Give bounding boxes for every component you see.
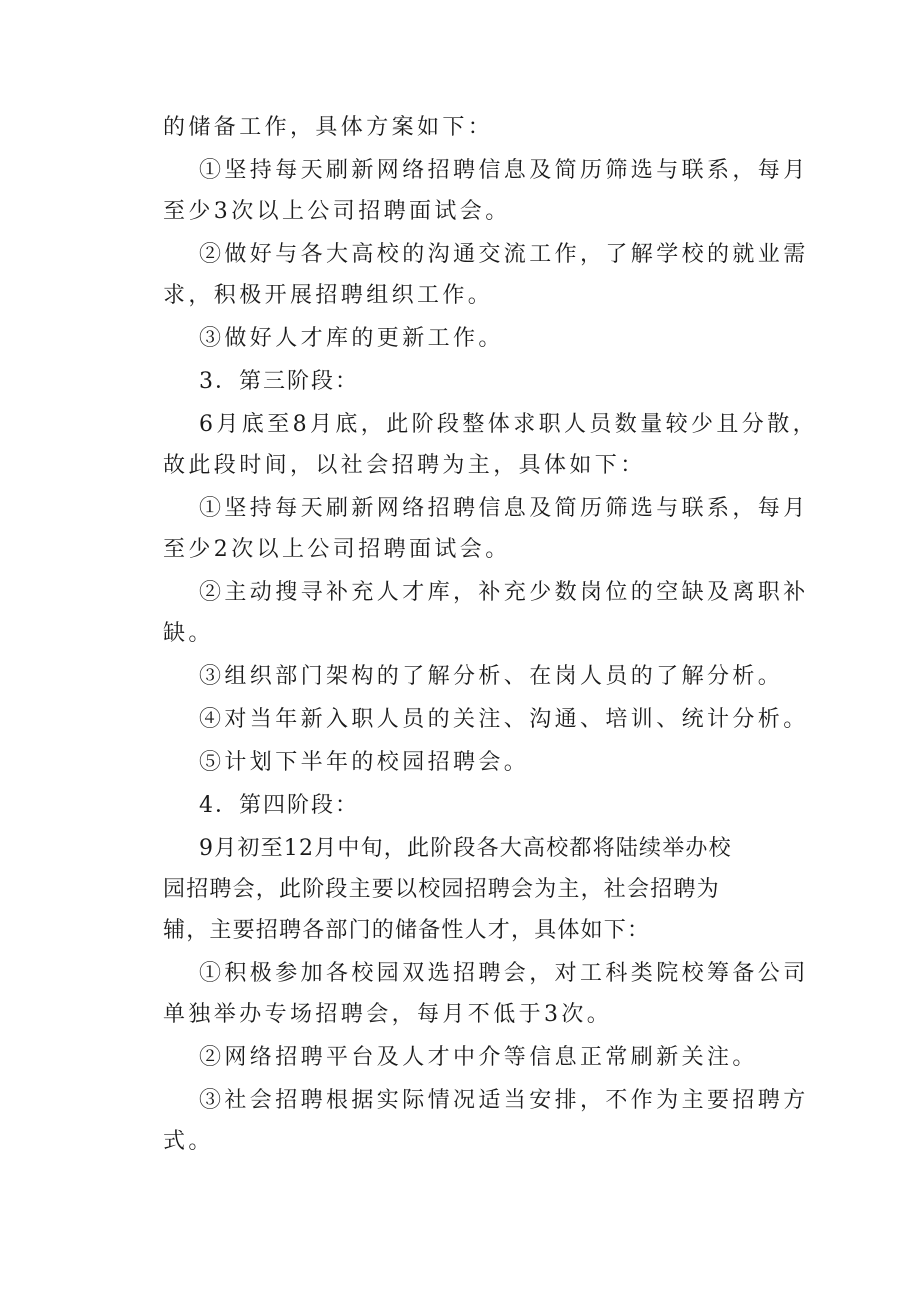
text-line: 辅，主要招聘各部门的储备性人才，具体如下：	[163, 918, 651, 943]
text-line: ⑤计划下半年的校园招聘会。	[199, 750, 530, 775]
text-line: 至少2次以上公司招聘面试会。	[163, 537, 511, 562]
text-line: 6月底至8月底，此阶段整体求职人员数量较少且分散，	[199, 412, 818, 437]
text-line: 9月初至12月中旬，此阶段各大高校都将陆续举办校	[199, 836, 732, 861]
text-line: ②网络招聘平台及人才中介等信息正常刷新关注。	[199, 1045, 758, 1070]
section-heading: 3．第三阶段：	[199, 369, 359, 394]
text-line: ②做好与各大高校的沟通交流工作，了解学校的就业需	[199, 242, 809, 267]
text-line: ①坚持每天刷新网络招聘信息及简历筛选与联系，每月	[199, 496, 809, 521]
text-line: ①积极参加各校园双选招聘会，对工科类院校筹备公司	[199, 961, 809, 986]
text-line: ③社会招聘根据实际情况适当安排，不作为主要招聘方	[199, 1088, 809, 1113]
text-line: ④对当年新入职人员的关注、沟通、培训、统计分析。	[199, 707, 809, 732]
text-line: 式。	[163, 1129, 214, 1154]
text-line: 的储备工作，具体方案如下：	[163, 115, 494, 140]
text-line: ①坚持每天刷新网络招聘信息及简历筛选与联系，每月	[199, 158, 809, 183]
text-line: ③组织部门架构的了解分析、在岗人员的了解分析。	[199, 664, 784, 689]
text-line: ②主动搜寻补充人才库，补充少数岗位的空缺及离职补	[199, 580, 809, 605]
text-line: 单独举办专场招聘会，每月不低于3次。	[163, 1002, 613, 1027]
text-line: ③做好人才库的更新工作。	[199, 326, 504, 351]
section-heading: 4．第四阶段：	[199, 793, 359, 818]
text-line: 园招聘会，此阶段主要以校园招聘会为主，社会招聘为	[163, 877, 720, 902]
text-line: 至少3次以上公司招聘面试会。	[163, 199, 511, 224]
text-line: 故此段时间，以社会招聘为主，具体如下：	[163, 453, 646, 478]
text-line: 求，积极开展招聘组织工作。	[163, 283, 494, 308]
text-line: 缺。	[163, 621, 214, 646]
